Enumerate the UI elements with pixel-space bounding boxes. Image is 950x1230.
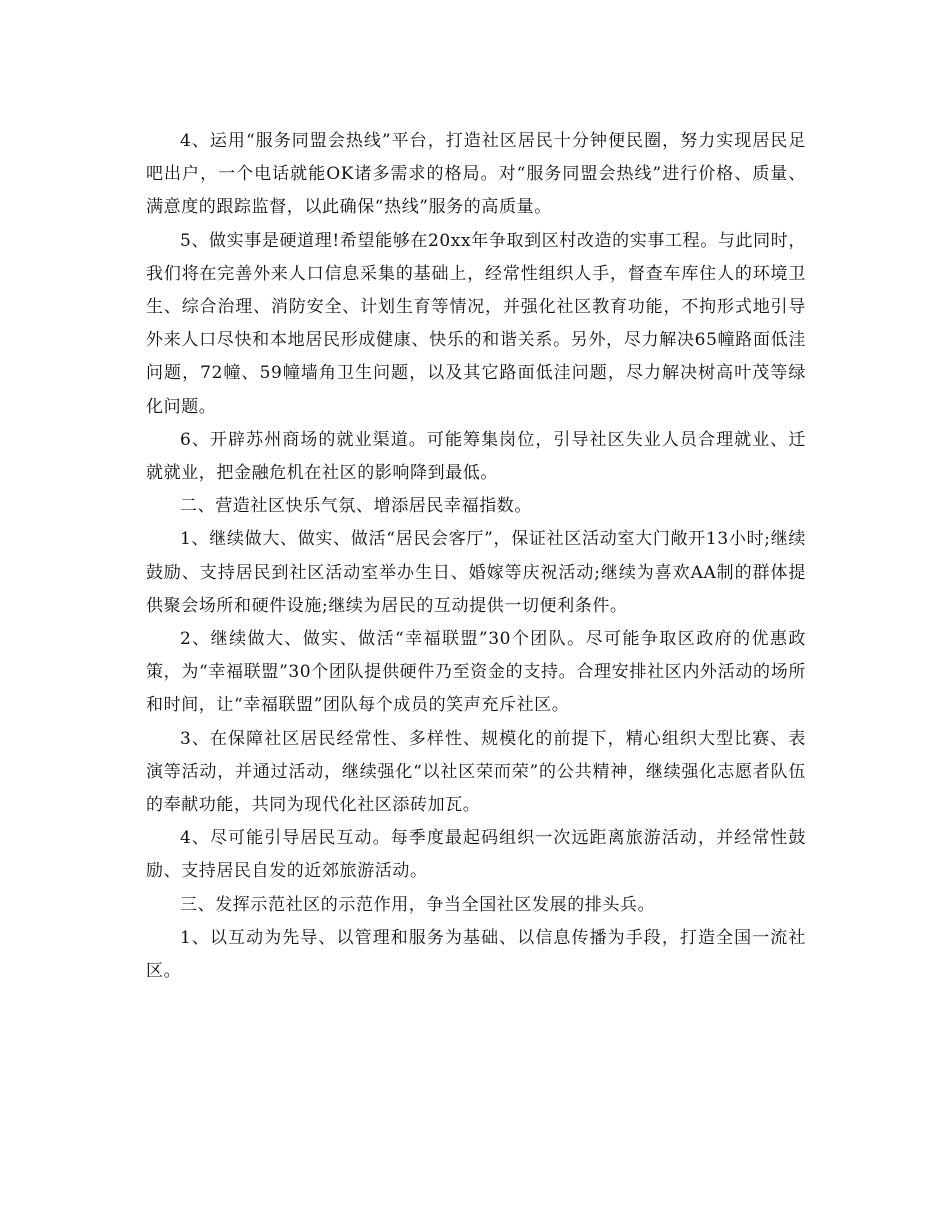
paragraph-first-class-community: 1、以互动为先导、以管理和服务为基础、以信息传播为手段，打造全国一流社区。 <box>146 927 806 982</box>
paragraph-practical-work: 5、做实事是硬道理!希望能够在20xx年争取到区村改造的实事工程。与此同时，我们将在完善外来人口信息采集的基础上，经常性组织人手，督查车库住人的环境卫生、综合治理、消防安全、计划生育等情况，并强化社区教育功能，不拘形式地引导外来人口尽快和本地居民形成健康、快乐的和谐关系。另外，尽力解决65幢路面低洼问题，72幢、59幢墙角卫生问题，以及其它路面低洼问题，尽力解决树高叶茂等绿化问题。 <box>146 230 806 417</box>
paragraph-community-events: 3、在保障社区居民经常性、多样性、规模化的前提下，精心组织大型比赛、表演等活动，并通过活动，继续强化“以社区荣而荣”的公共精神，继续强化志愿者队伍的奉献功能，共同为现代化社区添砖加瓦。 <box>146 728 806 816</box>
paragraph-happiness-alliance: 2、继续做大、做实、做活“幸福联盟”30个团队。尽可能争取区政府的优惠政策，为“幸福联盟”30个团队提供硬件乃至资金的支持。合理安排社区内外活动的场所和时间，让“幸福联盟”团队每个成员的笑声充斥社区。 <box>146 629 806 716</box>
paragraph-resident-interaction: 4、尽可能引导居民互动。每季度最起码组织一次远距离旅游活动，并经常性鼓励、支持居民自发的近郊旅游活动。 <box>146 828 806 882</box>
section-heading-model-community: 三、发挥示范社区的示范作用，争当全国社区发展的排头兵。 <box>180 894 656 915</box>
paragraph-hotline-platform: 4、运用“服务同盟会热线”平台，打造社区居民十分钟便民圈，努力实现居民足吧出户，一个电话就能OK诸多需求的格局。对“服务同盟会热线”进行价格、质量、满意度的跟踪监督，以此确保“热线”服务的高质量。 <box>146 131 806 218</box>
document-body <box>146 125 806 988</box>
paragraph-employment-channels: 6、开辟苏州商场的就业渠道。可能筹集岗位，引导社区失业人员合理就业、迁就就业，把金融危机在社区的影响降到最低。 <box>146 429 806 484</box>
section-heading-happiness: 二、营造社区快乐气氛、增添居民幸福指数。 <box>180 496 532 517</box>
paragraph-residents-lounge: 1、继续做大、做实、做活“居民会客厅”，保证社区活动室大门敞开13小时;继续鼓励、支持居民到社区活动室举办生日、婚嫁等庆祝活动;继续为喜欢AA制的群体提供聚会场所和硬件设施;继续为居民的互动提供一切便利条件。 <box>146 529 806 616</box>
